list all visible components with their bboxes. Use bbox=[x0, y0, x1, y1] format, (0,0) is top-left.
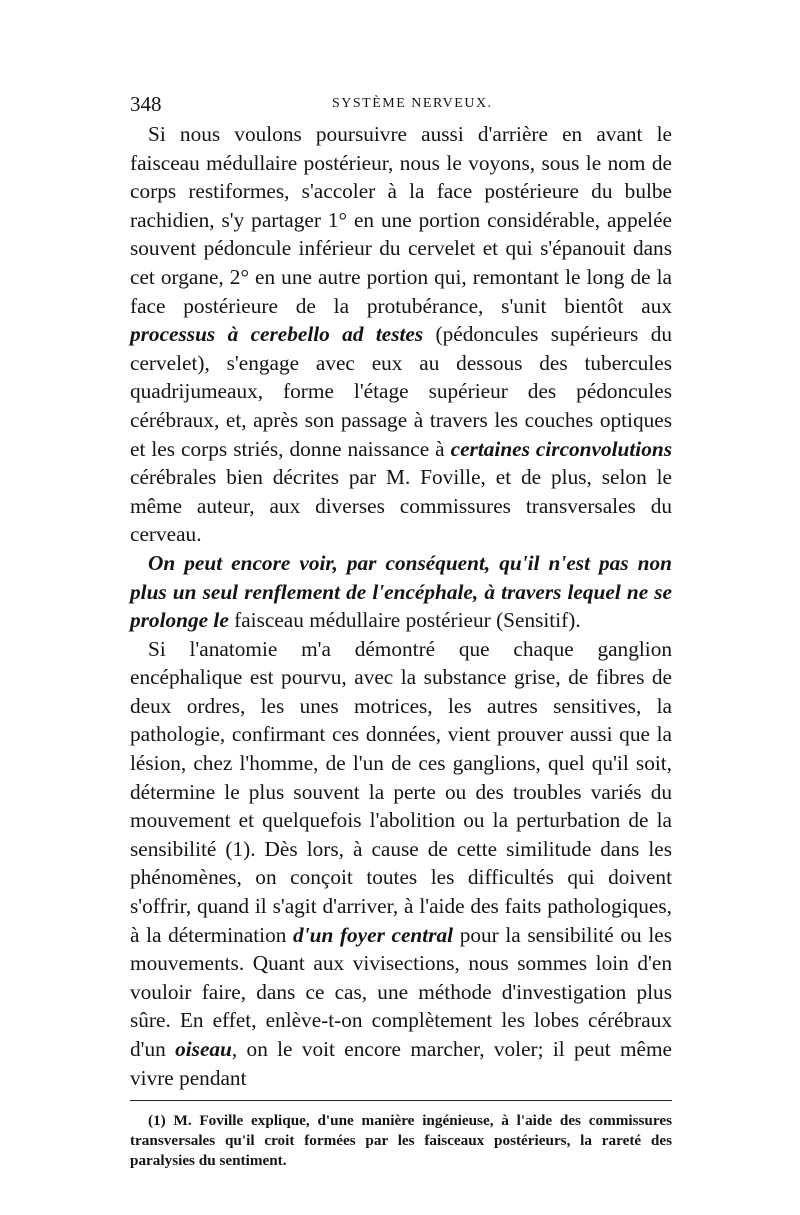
body-text bbox=[130, 120, 672, 1092]
text-run: faisceau médullaire postérieur (Sensitif). bbox=[228, 608, 581, 633]
paragraph bbox=[130, 120, 672, 549]
text-run: (pédoncules supérieurs du cervelet), s'engage avec eux au dessous des tubercules quadrijumeaux, forme l'étage supérieur des pédoncules cérébraux, et, après son passage à travers les couches optiques et les corps striés, donne naissance à bbox=[130, 322, 672, 461]
paragraph bbox=[130, 549, 672, 635]
footnote-text: (1) M. Foville explique, d'une manière ingénieuse, à l'aide des commissures transversales qu'il croit formées par les faisceaux postérieurs, la rareté des paralysies du sentiment. bbox=[130, 1112, 672, 1170]
italic-text: oiseau bbox=[175, 1037, 232, 1061]
page-header bbox=[130, 92, 672, 120]
document-page bbox=[130, 92, 672, 1171]
italic-text: On peut encore voir, par conséquent, qu'il n'est pas non plus un seul renflement de l'encéphale, à travers lequel ne se prolonge le bbox=[130, 550, 672, 633]
text-run: Si nous voulons poursuivre aussi d'arrière en avant le faisceau médullaire postérieur, nous le voyons, sous le nom de corps restiformes, s'accoler à la face postérieure du bulbe rachidien, s'y partager 1° en une portion considérable, appelée souvent pédoncule inférieur du cervelet et qui s'épanouit dans cet organe, 2° en une autre portion qui, remontant le long de la face postérieure de la protubérance, s'unit bientôt aux bbox=[130, 122, 672, 318]
footnote-rule bbox=[130, 1100, 672, 1101]
italic-text: certaines circonvolutions bbox=[450, 436, 672, 461]
text-run: , on le voit encore marcher, voler; il peut même vivre pendant bbox=[130, 1037, 672, 1090]
text-run: pour la sensibilité ou les mouvements. Quant aux vivisections, nous sommes loin d'en vouloir faire, dans ce cas, une méthode d'investigation plus sûre. En effet, enlève-t-on complètement les lobes cérébraux d'un bbox=[130, 922, 672, 1061]
running-head: SYSTÈME NERVEUX. bbox=[332, 96, 493, 111]
italic-text: processus à cerebello ad testes bbox=[130, 322, 424, 347]
italic-text: d'un foyer central bbox=[293, 922, 454, 947]
page-number: 348 bbox=[130, 92, 162, 116]
footnote bbox=[130, 1111, 672, 1171]
paragraph bbox=[130, 635, 672, 1093]
text-run: cérébrales bien décrites par M. Foville, et de plus, selon le même auteur, aux diverses commissures transversales du cerveau. bbox=[130, 465, 672, 547]
text-run: Si l'anatomie m'a démontré que chaque ganglion encéphalique est pourvu, avec la substance grise, de fibres de deux ordres, les unes motrices, les autres sensitives, la pathologie, confirmant ces données, vient prouver aussi que la lésion, chez l'homme, de l'un de ces ganglions, quel qu'il soit, détermine le plus souvent la perte ou des troubles variés du mouvement et quelquefois l'abolition ou la perturbation de la sensibilité (1). Dès lors, à cause de cette similitude dans les phénomènes, on conçoit toutes les difficultés qui doivent s'offrir, quand il s'agit d'arriver, à l'aide des faits pathologiques, à la détermination bbox=[130, 636, 672, 947]
